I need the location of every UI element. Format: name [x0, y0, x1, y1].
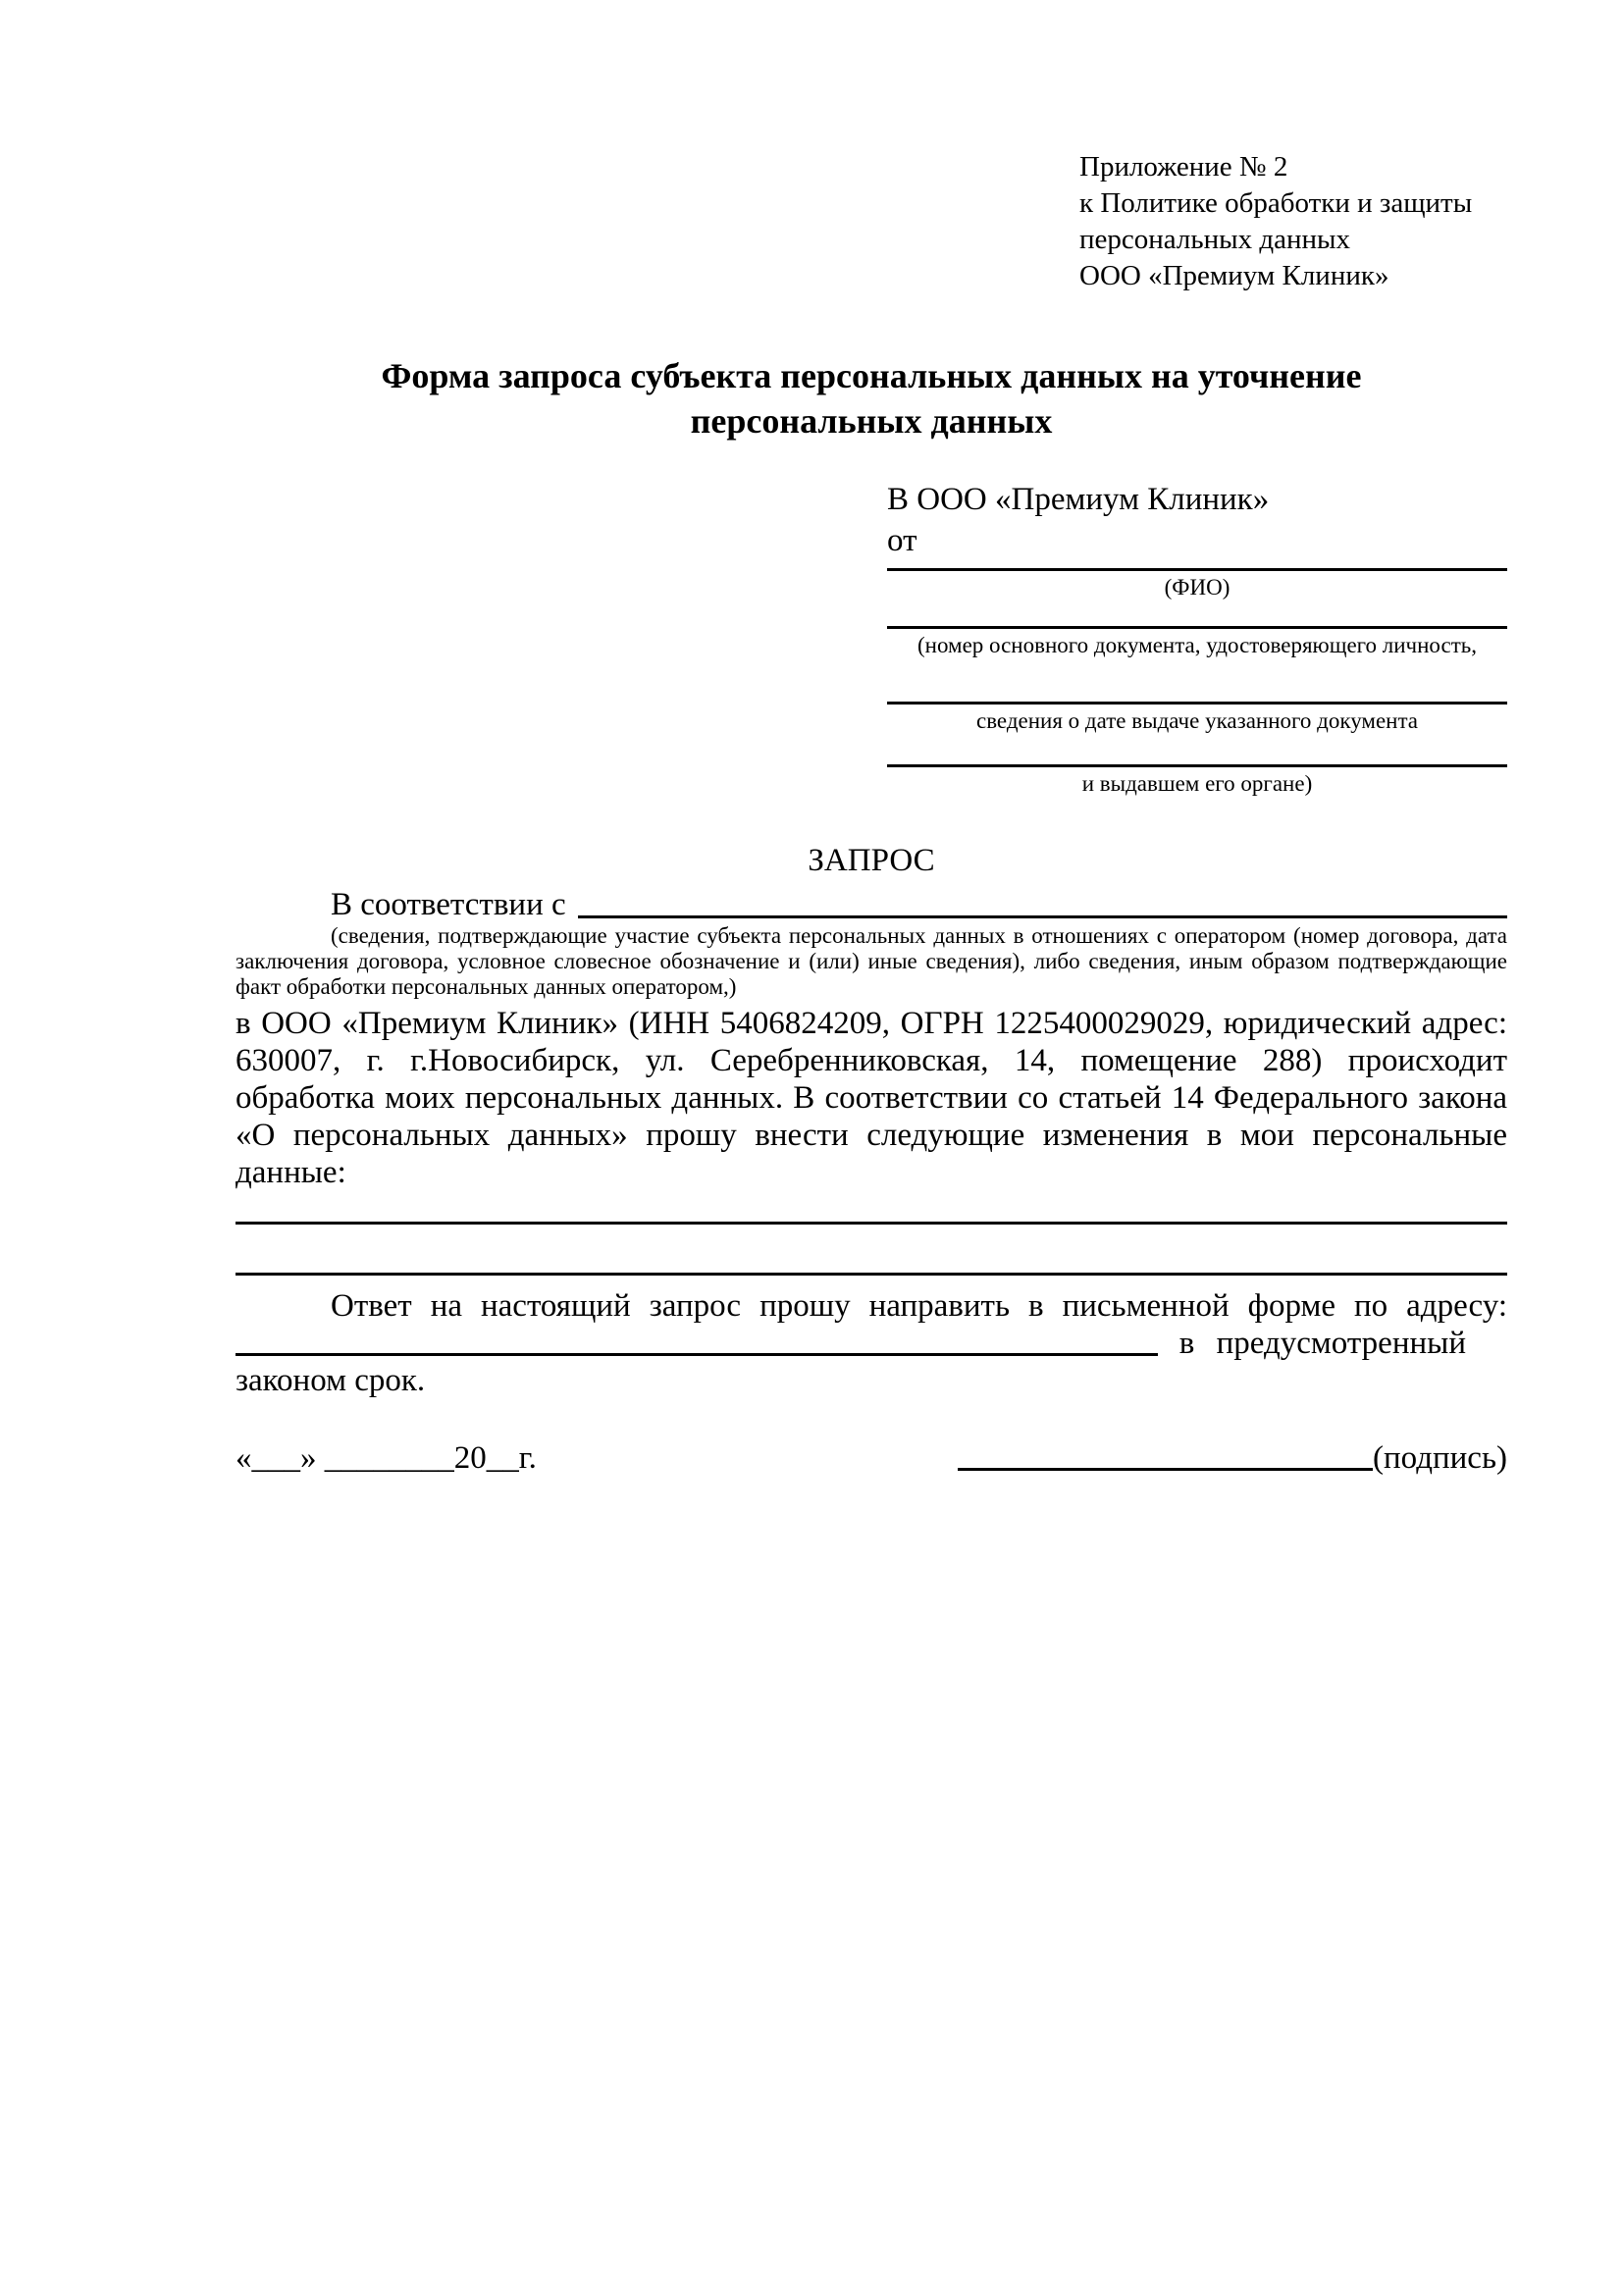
document-title: Форма запроса субъекта персональных данных на уточнение персональных данных	[381, 356, 1362, 441]
signature-caption: (подпись)	[1373, 1440, 1507, 1476]
fio-blank-line	[887, 561, 1507, 571]
accordance-row	[236, 886, 1507, 923]
body-paragraph: в ООО «Премиум Клиник» (ИНН 5406824209, ОГРН 1225400029029, юридический адрес: 630007, г. г.Новосибирск, ул. Серебренниковская, 14, помещение 288) происходит обработка моих персональных данных. В соответствии со статьей 14 Федерального закона «О персональных данных» прошу внести следующие изменения в мои персональные данные:	[236, 1006, 1507, 1190]
reply-word-v: в	[1178, 1326, 1195, 1361]
fio-caption: (ФИО)	[1164, 575, 1230, 600]
appendix-line-3: персональных данных	[1079, 224, 1351, 255]
appendix-line-2: к Политике обработки и защиты	[1079, 187, 1473, 219]
signoff-row	[236, 1438, 1507, 1478]
accordance-blank-line	[578, 886, 1507, 918]
issue-date-blank-line	[887, 659, 1507, 704]
signature-blank-line	[958, 1468, 1373, 1471]
recipient-to: В ООО «Премиум Клиник»	[887, 482, 1270, 517]
document-number-caption: (номер основного документа, удостоверяющего личность,	[916, 633, 1477, 657]
request-heading: ЗАПРОС	[808, 843, 935, 878]
reply-closing-line: законом срок.	[236, 1363, 426, 1398]
appendix-line-1: Приложение № 2	[1079, 151, 1288, 183]
changes-blank-line-1	[236, 1191, 1507, 1225]
changes-blank-line-2	[236, 1225, 1507, 1276]
accordance-lead-text: В соответствии с	[331, 887, 566, 922]
document-number-blank-line	[887, 601, 1507, 629]
recipient-block	[887, 479, 1507, 798]
issuing-authority-caption: и выдавшем его органе)	[1081, 771, 1313, 796]
accordance-note: (сведения, подтверждающие участие субъекта персональных данных в отношениях с оператором (номер договора, дата заключения договора, условное словесное обозначение и (или) иные сведения), либо сведения, иным образом подтверждающие факт обработки персональных данных оператором,)	[236, 923, 1507, 999]
issuing-authority-blank-line	[887, 735, 1507, 767]
reply-address-blank-line	[236, 1353, 1158, 1356]
date-blank-text: «___» ________20__г.	[236, 1440, 537, 1476]
reply-word-predusmotrennyi: предусмотренный	[1216, 1326, 1466, 1361]
appendix-block	[1079, 149, 1507, 294]
issue-date-caption: сведения о дате выдаче указанного документа	[975, 708, 1419, 733]
signature-group	[958, 1438, 1507, 1478]
appendix-line-4: ООО «Премиум Клиник»	[1079, 260, 1389, 291]
reply-address-row	[236, 1325, 1507, 1362]
recipient-from-label: от	[887, 523, 917, 558]
reply-instruction-line: Ответ на настоящий запрос прошу направить в письменной форме по адресу:	[331, 1288, 1507, 1324]
